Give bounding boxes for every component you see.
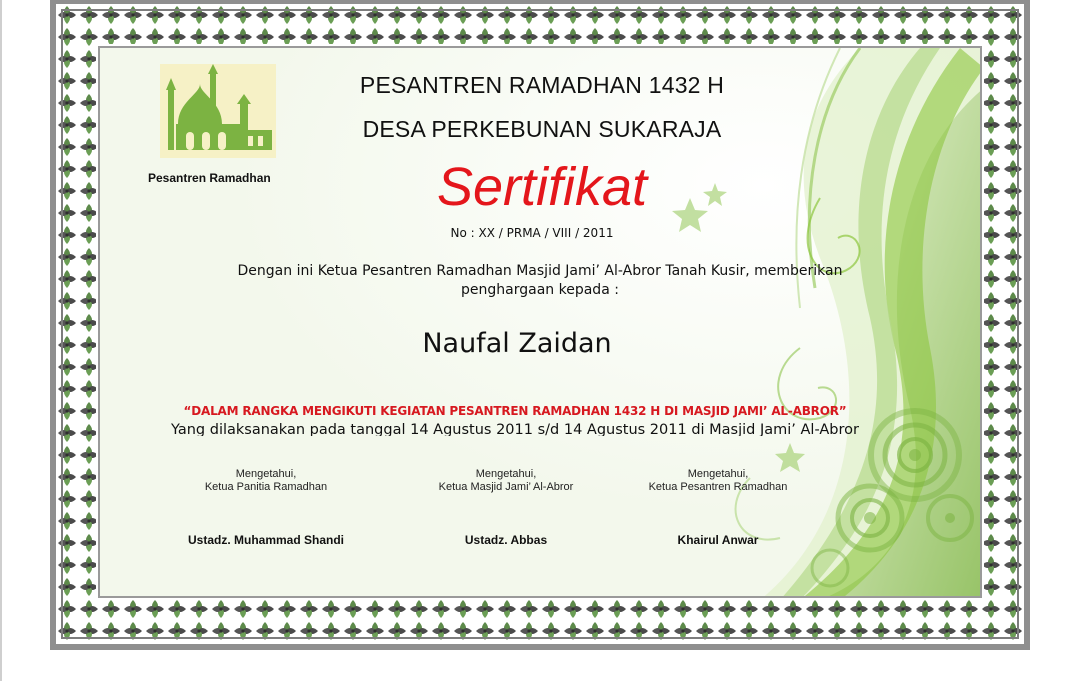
logo-caption: Pesantren Ramadhan: [148, 171, 271, 185]
signatory-1-block: [166, 468, 366, 494]
header-line-1: PESANTREN RAMADHAN 1432 H: [359, 72, 725, 98]
signatory-1-acknowledge: Mengetahui,: [235, 468, 297, 480]
signatory-2-acknowledge: Mengetahui,: [475, 468, 537, 480]
signatory-2-block: [406, 468, 606, 494]
signatory-1-name: Ustadz. Muhammad Shandi: [187, 533, 345, 547]
page-edge: [0, 0, 2, 681]
header-line-2: DESA PERKEBUNAN SUKARAJA: [362, 116, 722, 142]
recipient-name: Naufal Zaidan: [422, 328, 612, 359]
signatory-1-role: Ketua Panitia Ramadhan: [204, 481, 328, 493]
signatory-3-block: [618, 468, 818, 494]
signatory-3-acknowledge: Mengetahui,: [687, 468, 749, 480]
intro-line-2: penghargaan kepada :: [461, 282, 619, 298]
signatory-2-name: Ustadz. Abbas: [464, 533, 548, 547]
signatory-3-role: Ketua Pesantren Ramadhan: [648, 481, 788, 493]
signatory-3-name: Khairul Anwar: [677, 533, 759, 547]
certificate-number: No : XX / PRMA / VIII / 2011: [450, 226, 614, 240]
event-date-text: Yang dilaksanakan pada tanggal 14 Agustus 2011 s/d 14 Agustus 2011 di Masjid Jami’ Al-Abror: [171, 422, 859, 436]
certificate-paper: [98, 46, 982, 598]
certificate-title: Sertifikat: [436, 157, 648, 217]
occasion-text: “DALAM RANGKA MENGIKUTI KEGIATAN PESANTREN RAMADHAN 1432 H DI MASJID JAMI’ AL-ABROR”: [183, 404, 847, 418]
intro-line-1: Dengan ini Ketua Pesantren Ramadhan Masjid Jami’ Al-Abror Tanah Kusir, memberikan: [237, 263, 843, 279]
signatory-2-role: Ketua Masjid Jami’ Al-Abror: [438, 481, 574, 493]
